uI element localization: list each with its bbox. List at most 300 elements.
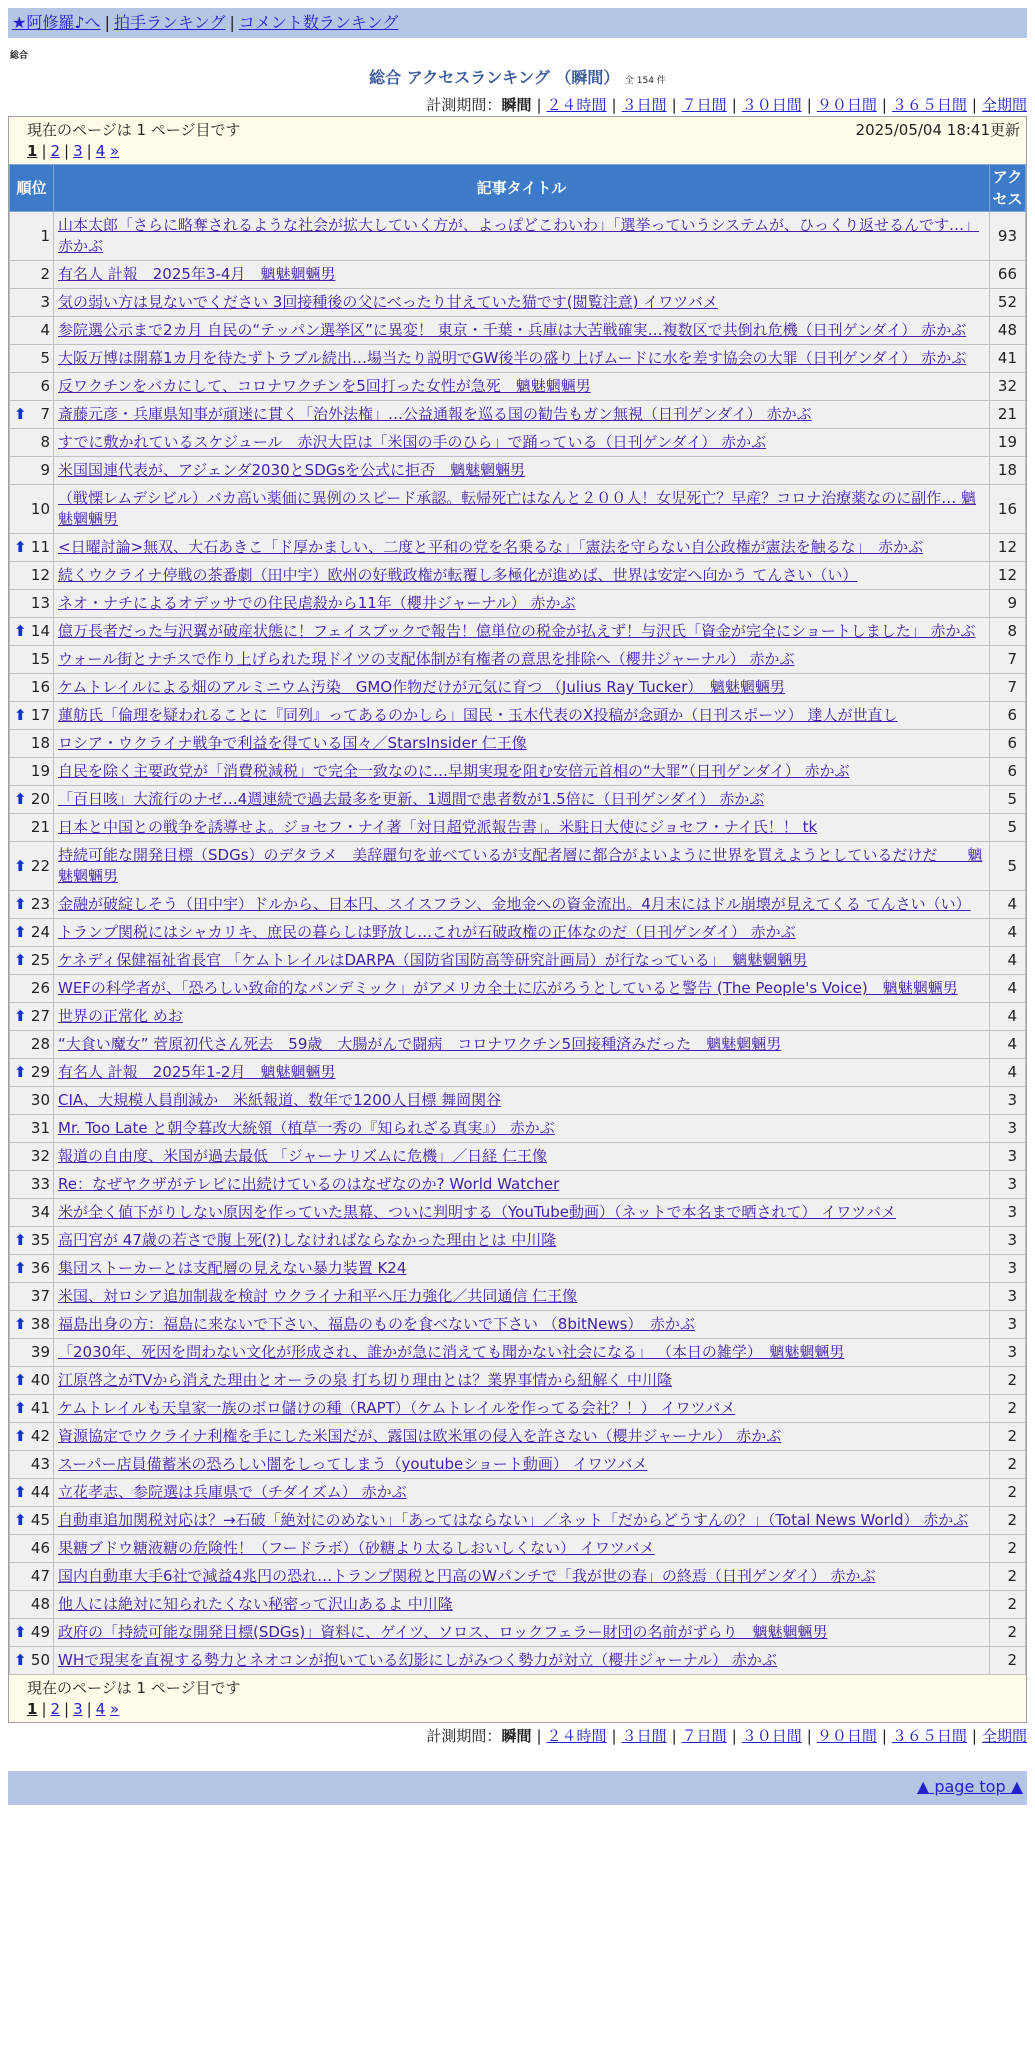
pager-current-page: 1: [27, 1700, 38, 1718]
article-link[interactable]: 米国国連代表が、アジェンダ2030とSDGsを公式に拒否 魑魅魍魎男: [58, 461, 526, 479]
title-cell: [54, 1255, 990, 1283]
rank-cell: [10, 674, 54, 702]
access-count: 41: [990, 345, 1026, 373]
article-link[interactable]: Re：なぜヤクザがテレビに出続けているのはなぜなのか? World Watcher: [58, 1175, 560, 1193]
access-count: 5: [990, 842, 1026, 891]
title-cell: [54, 1395, 990, 1423]
table-row: [10, 947, 1026, 975]
rank-cell: [10, 1339, 54, 1367]
period-link-0[interactable]: ２４時間: [546, 1727, 607, 1745]
pager-next-link[interactable]: »: [110, 142, 120, 160]
rank-cell: [10, 534, 54, 562]
article-link[interactable]: CIA、大規模人員削減か 米紙報道、数年で1200人目標 舞岡関谷: [58, 1091, 502, 1109]
up-arrow-icon: ⬆: [14, 1623, 27, 1641]
rank-number: 19: [30, 762, 50, 780]
pager-page-link[interactable]: 2: [50, 142, 61, 160]
article-link[interactable]: すでに敷かれているスケジュール 赤沢大臣は「米国の手のひら」で踊っている（日刊ゲンダイ） 赤かぶ: [58, 433, 767, 451]
table-row: [10, 562, 1026, 590]
access-count: 7: [990, 646, 1026, 674]
period-link-5[interactable]: ３６５日間: [891, 1727, 967, 1745]
access-count: 8: [990, 618, 1026, 646]
article-link[interactable]: 蓮舫氏「倫理を疑われることに『同列』ってあるのかしら」国民・玉木代表のX投稿が念頭か（日刊スポーツ） 達人が世直し: [58, 706, 898, 724]
article-link[interactable]: ケムトレイルによる畑のアルミニウム汚染 GMO作物だけが元気に育つ （Julius Ray Tucker） 魑魅魍魎男: [58, 678, 785, 696]
access-count: 93: [990, 212, 1026, 261]
rank-number: 48: [30, 1595, 50, 1613]
access-count: 3: [990, 1143, 1026, 1171]
access-count: 5: [990, 814, 1026, 842]
rank-cell: [10, 1255, 54, 1283]
article-link[interactable]: 反ワクチンをバカにして、コロナワクチンを5回打った女性が急死 魑魅魍魎男: [58, 377, 591, 395]
period-current: 瞬間: [501, 1727, 532, 1745]
period-link-1[interactable]: ３日間: [621, 96, 667, 114]
rank-cell: [10, 401, 54, 429]
table-row: [10, 674, 1026, 702]
period-selector-bottom: [8, 1725, 1027, 1747]
access-count: 4: [990, 975, 1026, 1003]
up-arrow-icon: ⬆: [14, 1483, 27, 1501]
article-link[interactable]: 持続可能な開発目標（SDGs）のデタラメ 美辞麗句を並べているが支配者層に都合がよいように世界を買えようとしているだけだ 魑魅魍魎男: [58, 846, 983, 885]
article-link[interactable]: 自動車追加関税対応は？→石破「絶対にのめない」「あってはならない」／ネット「だからどうすんの？」（Total News World） 赤かぶ: [58, 1511, 969, 1529]
pager-separator: |: [64, 1700, 70, 1718]
article-link[interactable]: スーパー店員備蓄米の恐ろしい闇をしってしまう（youtubeショート動画） イワツバメ: [58, 1455, 648, 1473]
period-separator: |: [536, 1727, 542, 1745]
table-row: [10, 534, 1026, 562]
up-arrow-icon: ⬆: [14, 405, 27, 423]
title-cell: [54, 947, 990, 975]
article-link[interactable]: 有名人 計報 2025年3-4月 魑魅魍魎男: [58, 265, 336, 283]
rank-number: 38: [30, 1315, 50, 1333]
rank-number: 25: [30, 951, 50, 969]
rank-cell: [10, 1479, 54, 1507]
period-separator: |: [881, 1727, 887, 1745]
rank-number: 1: [40, 226, 50, 245]
rank-number: 16: [30, 678, 50, 696]
title-cell: [54, 289, 990, 317]
title-cell: [54, 1479, 990, 1507]
page-title-text: 総合 アクセスランキング （瞬間）: [369, 68, 620, 87]
title-cell: [54, 373, 990, 401]
access-count: 9: [990, 590, 1026, 618]
article-link[interactable]: 米が全く値下がりしない原因を作っていた黒幕、ついに判明する（YouTube動画）（ネットで本名まで晒されて） イワツバメ: [58, 1203, 896, 1221]
access-count: 5: [990, 786, 1026, 814]
rank-number: 40: [30, 1371, 50, 1389]
access-count: 12: [990, 562, 1026, 590]
rank-cell: [10, 261, 54, 289]
title-cell: [54, 401, 990, 429]
title-cell: [54, 1003, 990, 1031]
rank-number: 2: [40, 265, 50, 283]
table-row: [10, 1255, 1026, 1283]
access-count: 3: [990, 1283, 1026, 1311]
table-row: [10, 1283, 1026, 1311]
access-count: 2: [990, 1647, 1026, 1675]
pager-separator: |: [41, 142, 47, 160]
title-cell: [54, 1451, 990, 1479]
period-link-0[interactable]: ２４時間: [546, 96, 607, 114]
table-row: [10, 891, 1026, 919]
access-count: 48: [990, 317, 1026, 345]
rank-cell: [10, 786, 54, 814]
rank-number: 22: [30, 856, 50, 875]
rank-number: 12: [30, 566, 50, 584]
title-cell: [54, 1143, 990, 1171]
article-link[interactable]: 続くウクライナ停戦の茶番劇（田中宇）欧州の好戦政権が転覆し多極化が進めば、世界は安定へ向かう てんさい（い）: [58, 566, 858, 584]
rank-cell: [10, 562, 54, 590]
rank-cell: [10, 618, 54, 646]
table-row: [10, 1087, 1026, 1115]
article-link[interactable]: 果糖ブドウ糖液糖の危険性！（フードラボ）（砂糖より太るしおいしくない） イワツバメ: [58, 1539, 655, 1557]
access-count: 3: [990, 1255, 1026, 1283]
access-count: 3: [990, 1087, 1026, 1115]
access-count: 12: [990, 534, 1026, 562]
table-row: [10, 1059, 1026, 1087]
title-cell: [54, 562, 990, 590]
article-link[interactable]: 立花孝志、参院選は兵庫県で（チダイズム） 赤かぶ: [58, 1483, 407, 1501]
rank-cell: [10, 1143, 54, 1171]
footer-bar: [8, 1771, 1027, 1805]
period-link-6[interactable]: 全期間: [981, 96, 1027, 114]
up-arrow-icon: ⬆: [14, 951, 27, 969]
article-link[interactable]: “大食い魔女” 菅原初代さん死去 59歳 大腸がんで闘病 コロナワクチン5回接種済みだった 魑魅魍魎男: [58, 1035, 782, 1053]
title-cell: [54, 674, 990, 702]
title-cell: [54, 1339, 990, 1367]
rank-number: 4: [40, 321, 50, 339]
period-link-2[interactable]: ７日間: [681, 96, 727, 114]
pager-separator: |: [86, 142, 92, 160]
access-count: 2: [990, 1479, 1026, 1507]
rank-cell: [10, 1059, 54, 1087]
rank-cell: [10, 590, 54, 618]
up-arrow-icon: ⬆: [14, 706, 27, 724]
rank-number: 43: [30, 1455, 50, 1473]
current-page-text: 現在のページは 1 ページ目です: [27, 121, 241, 139]
article-link[interactable]: 金融が破綻しそう（田中宇）ドルから、日本円、スイスフラン、金地金への資金流出。4月末にはドル崩壊が見えてくる てんさい（い）: [58, 895, 971, 913]
article-link[interactable]: 国内自動車大手6社で減益4兆円の恐れ…トランプ関税と円高のWパンチで「我が世の春」の終焉（日刊ゲンダイ） 赤かぶ: [58, 1567, 876, 1585]
article-link[interactable]: 「百日咳」大流行のナゼ…4週連続で過去最多を更新、1週間で患者数が1.5倍に（日刊ゲンダイ） 赤かぶ: [58, 790, 765, 808]
article-link[interactable]: WHで現実を直視する勢力とネオコンが抱いている幻影にしがみつく勢力が対立（櫻井ジャーナル） 赤かぶ: [58, 1651, 777, 1669]
rank-number: 18: [30, 734, 50, 752]
table-row: [10, 1171, 1026, 1199]
period-separator: |: [971, 96, 977, 114]
table-row: [10, 758, 1026, 786]
title-cell: [54, 1423, 990, 1451]
up-arrow-icon: ⬆: [14, 1231, 27, 1249]
article-link[interactable]: 福島出身の方：福島に来ないで下さい、福島のものを食べないで下さい （8bitNews） 赤かぶ: [58, 1315, 695, 1333]
title-cell: [54, 730, 990, 758]
rank-cell: [10, 1199, 54, 1227]
title-cell: [54, 1535, 990, 1563]
nav-separator: |: [104, 13, 110, 32]
rank-cell: [10, 1647, 54, 1675]
title-cell: [54, 317, 990, 345]
title-cell: [54, 212, 990, 261]
up-arrow-icon: ⬆: [14, 1063, 27, 1081]
pager-separator: |: [86, 1700, 92, 1718]
title-cell: [54, 1367, 990, 1395]
rank-cell: [10, 1227, 54, 1255]
rank-cell: [10, 919, 54, 947]
period-link-6[interactable]: 全期間: [981, 1727, 1027, 1745]
period-link-3[interactable]: ３０日間: [741, 96, 802, 114]
access-count: 2: [990, 1535, 1026, 1563]
access-count: 2: [990, 1367, 1026, 1395]
table-row: [10, 1563, 1026, 1591]
title-cell: [54, 786, 990, 814]
rank-cell: [10, 457, 54, 485]
access-count: 16: [990, 485, 1026, 534]
article-link[interactable]: 億万長者だった与沢翼が破産状態に！フェイスブックで報告！億単位の税金が払えず！与沢氏「資金が完全にショートしました」 赤かぶ: [58, 622, 976, 640]
rank-cell: [10, 317, 54, 345]
page-top-link[interactable]: ▲ page top ▲: [916, 1777, 1023, 1796]
access-count: 6: [990, 702, 1026, 730]
access-count: 52: [990, 289, 1026, 317]
title-cell: [54, 919, 990, 947]
table-header-row: [10, 165, 1026, 212]
article-link[interactable]: 集団ストーカーとは支配層の見えない暴力装置 K24: [58, 1259, 407, 1277]
table-row: [10, 345, 1026, 373]
paging-box-bottom: [9, 1675, 1026, 1722]
table-row: [10, 1367, 1026, 1395]
table-row: [10, 289, 1026, 317]
header-access: アクセス: [990, 165, 1026, 212]
title-cell: [54, 1199, 990, 1227]
article-link[interactable]: 資源協定でウクライナ利権を手にした米国だが、露国は欧米軍の侵入を許さない（櫻井ジャーナル） 赤かぶ: [58, 1427, 782, 1445]
pager-next-link[interactable]: »: [110, 1700, 120, 1718]
rank-number: 15: [30, 650, 50, 668]
rank-number: 46: [30, 1539, 50, 1557]
article-link[interactable]: 自民を除く主要政党が「消費税減税」で完全一致なのに…早期実現を阻む安倍元首相の“大罪”（日刊ゲンダイ） 赤かぶ: [58, 762, 850, 780]
article-link[interactable]: 「2030年、死因を問わない文化が形成され、誰かが急に消えても聞かない社会になる」 （本日の雑学） 魑魅魍魎男: [58, 1343, 845, 1361]
rank-number: 28: [30, 1035, 50, 1053]
rank-number: 33: [30, 1175, 50, 1193]
rank-number: 27: [30, 1007, 50, 1025]
nav-link-asyura[interactable]: ★阿修羅♪へ: [12, 13, 101, 32]
rank-number: 34: [30, 1203, 50, 1221]
access-count: 2: [990, 1395, 1026, 1423]
pager-current-page: 1: [27, 142, 38, 160]
table-row: [10, 317, 1026, 345]
up-arrow-icon: ⬆: [14, 622, 27, 640]
article-link[interactable]: ケネディ保健福祉省長官 「ケムトレイルはDARPA（国防省国防高等研究計画局）が行なっている」 魑魅魍魎男: [58, 951, 808, 969]
table-row: [10, 1115, 1026, 1143]
rank-number: 11: [30, 538, 50, 556]
article-link[interactable]: 大阪万博は開幕1カ月を待たずトラブル続出…場当たり説明でGW後半の盛り上げムードに水を差す協会の大罪（日刊ゲンダイ） 赤かぶ: [58, 349, 967, 367]
article-link[interactable]: 政府の「持続可能な開発目標(SDGs)」資料に、ゲイツ、ソロス、ロックフェラー財団の名前がずらり 魑魅魍魎男: [58, 1623, 828, 1641]
table-row: [10, 730, 1026, 758]
rank-cell: [10, 1451, 54, 1479]
rank-cell: [10, 947, 54, 975]
rank-number: 29: [30, 1063, 50, 1081]
pager-page-link[interactable]: 3: [73, 1700, 83, 1718]
table-row: [10, 1311, 1026, 1339]
rank-cell: [10, 1283, 54, 1311]
article-link[interactable]: <日曜討論>無双、大石あきこ「ド厚かましい、二度と平和の党を名乗るな」「憲法を守らない自公政権が憲法を触るな」 赤かぶ: [58, 538, 924, 556]
rank-number: 39: [30, 1343, 50, 1361]
title-cell: [54, 1171, 990, 1199]
rank-number: 32: [30, 1147, 50, 1165]
nav-link-applause-ranking[interactable]: 拍手ランキング: [113, 13, 226, 32]
rank-cell: [10, 646, 54, 674]
article-link[interactable]: Mr. Too Late と朝令暮改大統領（植草一秀の『知られざる真実』） 赤かぶ: [58, 1119, 555, 1137]
rank-number: 47: [30, 1567, 50, 1585]
table-row: [10, 702, 1026, 730]
article-link[interactable]: ケムトレイルも天皇家一族のボロ儲けの種（RAPT）（ケムトレイルを作ってる会社？！） イワツバメ: [58, 1399, 736, 1417]
rank-cell: [10, 1535, 54, 1563]
period-link-4[interactable]: ９０日間: [816, 1727, 877, 1745]
table-row: [10, 1003, 1026, 1031]
period-link-5[interactable]: ３６５日間: [891, 96, 967, 114]
title-cell: [54, 590, 990, 618]
pager-page-link[interactable]: 3: [73, 142, 83, 160]
pager-page-link[interactable]: 2: [50, 1700, 61, 1718]
rank-number: 31: [30, 1119, 50, 1137]
rank-cell: [10, 1115, 54, 1143]
article-link[interactable]: 山本太郎「さらに略奪されるような社会が拡大していく方が、よっぽどこわいわ」「選挙っていうシステムが、ひっくり返せるんです…」 赤かぶ: [58, 216, 980, 255]
rank-number: 24: [30, 923, 50, 941]
table-row: [10, 457, 1026, 485]
article-link[interactable]: WEFの科学者が、「恐ろしい致命的なパンデミック」がアメリカ全土に広がろうとしていると警告 (The People's Voice) 魑魅魍魎男: [58, 979, 958, 997]
title-cell: [54, 1059, 990, 1087]
article-link[interactable]: （戦慄レムデシビル）バカ高い薬価に異例のスピード承認。転帰死亡はなんと２００人！女児死亡？早産？コロナ治療薬なのに副作… 魑魅魍魎男: [58, 489, 976, 528]
title-cell: [54, 702, 990, 730]
rank-cell: [10, 1003, 54, 1031]
title-cell: [54, 429, 990, 457]
table-row: [10, 1507, 1026, 1535]
up-arrow-icon: ⬆: [14, 1511, 27, 1529]
access-count: 19: [990, 429, 1026, 457]
access-count: 4: [990, 891, 1026, 919]
table-row: [10, 212, 1026, 261]
access-count: 3: [990, 1227, 1026, 1255]
title-cell: [54, 842, 990, 891]
title-cell: [54, 814, 990, 842]
nav-link-comment-ranking[interactable]: コメント数ランキング: [238, 13, 399, 32]
access-count: 3: [990, 1171, 1026, 1199]
pager: [27, 141, 1020, 162]
pager-page-link[interactable]: 4: [95, 1700, 106, 1718]
rank-number: 44: [30, 1483, 50, 1501]
table-row: [10, 1199, 1026, 1227]
rank-number: 26: [30, 979, 50, 997]
access-count: 3: [990, 1311, 1026, 1339]
title-cell: [54, 1647, 990, 1675]
up-arrow-icon: ⬆: [14, 1427, 27, 1445]
article-link[interactable]: 世界の正常化 めお: [58, 1007, 183, 1025]
table-row: [10, 485, 1026, 534]
table-row: [10, 1591, 1026, 1619]
access-count: 2: [990, 1451, 1026, 1479]
rank-number: 5: [40, 349, 50, 367]
title-cell: [54, 1591, 990, 1619]
title-cell: [54, 457, 990, 485]
article-link[interactable]: ネオ・ナチによるオデッサでの住民虐殺から11年（櫻井ジャーナル） 赤かぶ: [58, 594, 576, 612]
rank-number: 20: [30, 790, 50, 808]
table-row: [10, 618, 1026, 646]
table-row: [10, 975, 1026, 1003]
period-link-2[interactable]: ７日間: [681, 1727, 727, 1745]
article-link[interactable]: 気の弱い方は見ないでください 3回接種後の父にべったり甘えていた猫です(閲覧注意) イワツバメ: [58, 293, 718, 311]
title-cell: [54, 1283, 990, 1311]
table-row: [10, 1647, 1026, 1675]
period-link-4[interactable]: ９０日間: [816, 96, 877, 114]
article-link[interactable]: 参院選公示まで2カ月 自民の“テッパン選挙区”に異変！ 東京・千葉・兵庫は大苦戦確実…複数区で共倒れ危機（日刊ゲンダイ） 赤かぶ: [58, 321, 967, 339]
rank-number: 10: [30, 499, 50, 518]
rank-cell: [10, 485, 54, 534]
title-cell: [54, 1115, 990, 1143]
table-row: [10, 590, 1026, 618]
access-count: 18: [990, 457, 1026, 485]
page-title: [8, 67, 1027, 92]
period-link-3[interactable]: ３０日間: [741, 1727, 802, 1745]
pager-page-link[interactable]: 4: [95, 142, 106, 160]
table-row: [10, 401, 1026, 429]
access-count: 4: [990, 1003, 1026, 1031]
table-row: [10, 1535, 1026, 1563]
rank-cell: [10, 1171, 54, 1199]
article-link[interactable]: 報道の自由度、米国が過去最低 「ジャーナリズムに危機」／日経 仁王像: [58, 1147, 547, 1165]
table-row: [10, 1339, 1026, 1367]
access-count: 32: [990, 373, 1026, 401]
title-cell: [54, 1031, 990, 1059]
rank-cell: [10, 758, 54, 786]
title-cell: [54, 1507, 990, 1535]
access-count: 2: [990, 1619, 1026, 1647]
article-link[interactable]: 高円宮が 47歳の若さで腹上死(?)しなければならなかった理由とは 中川隆: [58, 1231, 557, 1249]
rank-cell: [10, 891, 54, 919]
article-link[interactable]: 有名人 計報 2025年1-2月 魑魅魍魎男: [58, 1063, 336, 1081]
title-cell: [54, 1619, 990, 1647]
rank-number: 8: [40, 433, 50, 451]
access-count: 4: [990, 919, 1026, 947]
article-link[interactable]: トランプ関税にはシャカリキ、庶民の暮らしは野放し…これが石破政権の正体なのだ（日刊ゲンダイ） 赤かぶ: [58, 923, 796, 941]
table-row: [10, 842, 1026, 891]
article-link[interactable]: 日本と中国との戦争を誘導せよ。ジョセフ・ナイ著「対日超党派報告書」。米駐日大使にジョセフ・ナイ氏！！ tk: [58, 818, 818, 836]
access-count: 3: [990, 1199, 1026, 1227]
article-link[interactable]: 斎藤元彦・兵庫県知事が頑迷に貫く「治外法権」…公益通報を巡る国の勧告もガン無視（日刊ゲンダイ） 赤かぶ: [58, 405, 812, 423]
period-link-1[interactable]: ３日間: [621, 1727, 667, 1745]
table-row: [10, 919, 1026, 947]
up-arrow-icon: ⬆: [14, 538, 27, 556]
article-link[interactable]: 米国、対ロシア追加制裁を検討 ウクライナ和平へ圧力強化／共同通信 仁王像: [58, 1287, 578, 1305]
title-cell: [54, 758, 990, 786]
rank-cell: [10, 373, 54, 401]
rank-cell: [10, 730, 54, 758]
title-cell: [54, 534, 990, 562]
rank-number: 30: [30, 1091, 50, 1109]
article-link[interactable]: ロシア・ウクライナ戦争で利益を得ている国々／StarsInsider 仁王像: [58, 734, 527, 752]
article-link[interactable]: ウォール街とナチスで作り上げられた現ドイツの支配体制が有権者の意思を排除へ（櫻井ジャーナル） 赤かぶ: [58, 650, 795, 668]
top-nav: [8, 8, 1027, 38]
rank-cell: [10, 842, 54, 891]
table-row: [10, 429, 1026, 457]
pager-separator: |: [64, 142, 70, 160]
rank-cell: [10, 702, 54, 730]
title-cell: [54, 975, 990, 1003]
ranking-panel: [8, 116, 1027, 1723]
table-row: [10, 1619, 1026, 1647]
article-link[interactable]: 江原啓之がTVから消えた理由とオーラの泉 打ち切り理由とは？業界事情から紐解く 中川隆: [58, 1371, 672, 1389]
pager: [27, 1699, 1020, 1720]
access-count: 4: [990, 1059, 1026, 1087]
period-separator: |: [806, 96, 812, 114]
up-arrow-icon: ⬆: [14, 1315, 27, 1333]
article-link[interactable]: 他人には絶対に知られたくない秘密って沢山あるよ 中川隆: [58, 1595, 453, 1613]
period-separator: |: [806, 1727, 812, 1745]
up-arrow-icon: ⬆: [14, 1651, 27, 1669]
rank-number: 6: [40, 377, 50, 395]
rank-cell: [10, 289, 54, 317]
rank-cell: [10, 975, 54, 1003]
